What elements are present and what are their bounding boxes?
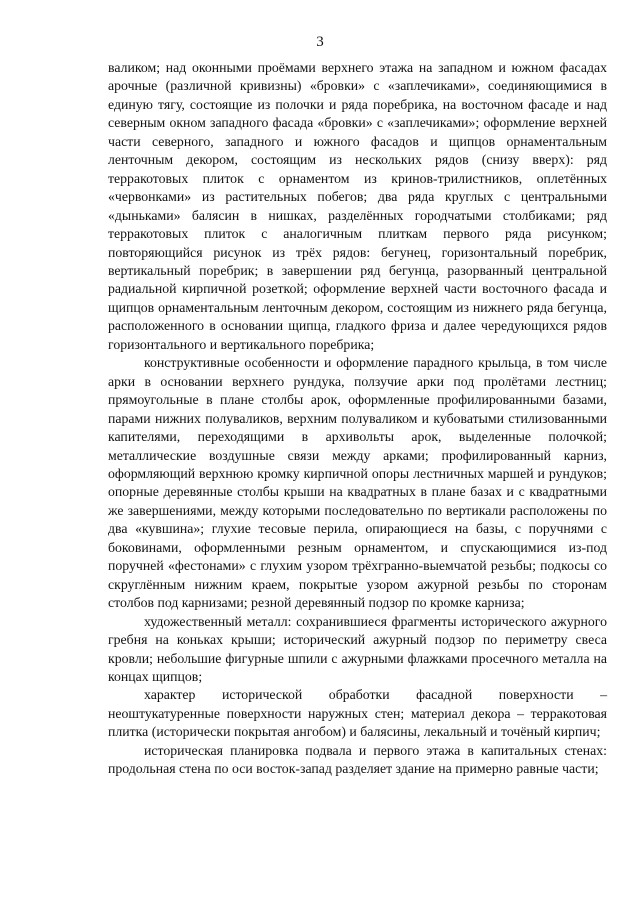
- paragraph-continuation: валиком; над оконными проёмами верхнего этажа на западном и южном фасадах арочные (различной кривизны) «бровки» с «заплечиками», соединяющимися в единую тягу, состоящие из полочки и ряда поребрика, на восточном фасаде и над северным окном западного фасада «бровки» с «заплечиками»; оформление верхней части северного, западного и южного фасадов и щипцов орнаментальным ленточным декором, состоящим из нескольких рядов (снизу вверх): ряд терракотовых плиток с орнаментом из кринов-трилистников, оплетённых «червонками» из растительных побегов; два ряда круглых с центральными «дыньками» балясин в нишках, разделённых городчатыми столбиками; ряд терракотовых плиток с аналогичным плиткам первого ряда рисунком; повторяющийся рисунок из трёх рядов: бегунец, горизонтальный поребрик, вертикальный поребрик; в завершении ряд бегунца, разорванный центральной радиальной кирпичной розеткой; оформление верхней части восточного фасада и щипцов орнаментальным ленточным декором, состоящим из нижнего ряда бегунца, расположенного в основании щипца, гладкого фриза и далее чередующихся рядов горизонтального и вертикального поребрика;: [108, 60, 607, 352]
- paragraph-historic-layout: историческая планировка подвала и первого этажа в капитальных стенах: продольная стена по оси восток-запад разделяет здание на примерно равные части;: [108, 742, 607, 777]
- page-number: 3: [316, 34, 324, 50]
- document-body: [108, 59, 607, 779]
- paragraph-artistic-metal: художественный металл: сохранившиеся фрагменты исторического ажурного гребня на коньках крыши; исторический ажурный подзор по периметру свеса кровли; небольшие фигурные шпили с ажурными флажками просечного металла на концах щипцов;: [108, 613, 607, 684]
- paragraph-facade-treatment: характер исторической обработки фасадной поверхности – неоштукатуренные поверхности наружных стен; материал декора – терракотовая плитка (исторически покрытая ангобом) и балясины, лекальный и точёный кирпич;: [108, 687, 607, 740]
- paragraph-porch-features: конструктивные особенности и оформление парадного крыльца, в том числе арки в основании верхнего рундука, ползучие арки под пролётами лестниц; прямоугольные в плане столбы арок, оформленные профилированными базами, парами нижних полуваликов, верхним полуваликом и кубоватыми стилизованными капителями, переходящими в архивольты арок, выделенные полочкой; металлические воздушные связи между арками; профилированный карниз, оформляющий верхнюю кромку кирпичной опоры лестничных маршей и рундуков; опорные деревянные столбы крыши на квадратных в плане базах и с квадратными же завершениями, между которыми последовательно по вертикали расположены по два «кувшина»; глухие тесовые перила, опирающиеся на базы, с поручнями с боковинами, оформленными резным орнаментом, и спускающимися из-под поручней «фестонами» с глухим узором трёхгранно-выемчатой резьбы; подкосы со скруглённым нижним краем, покрытые узором ажурной резьбы по сторонам столбов под карнизами; резной деревянный подзор по кромке карниза;: [108, 355, 607, 611]
